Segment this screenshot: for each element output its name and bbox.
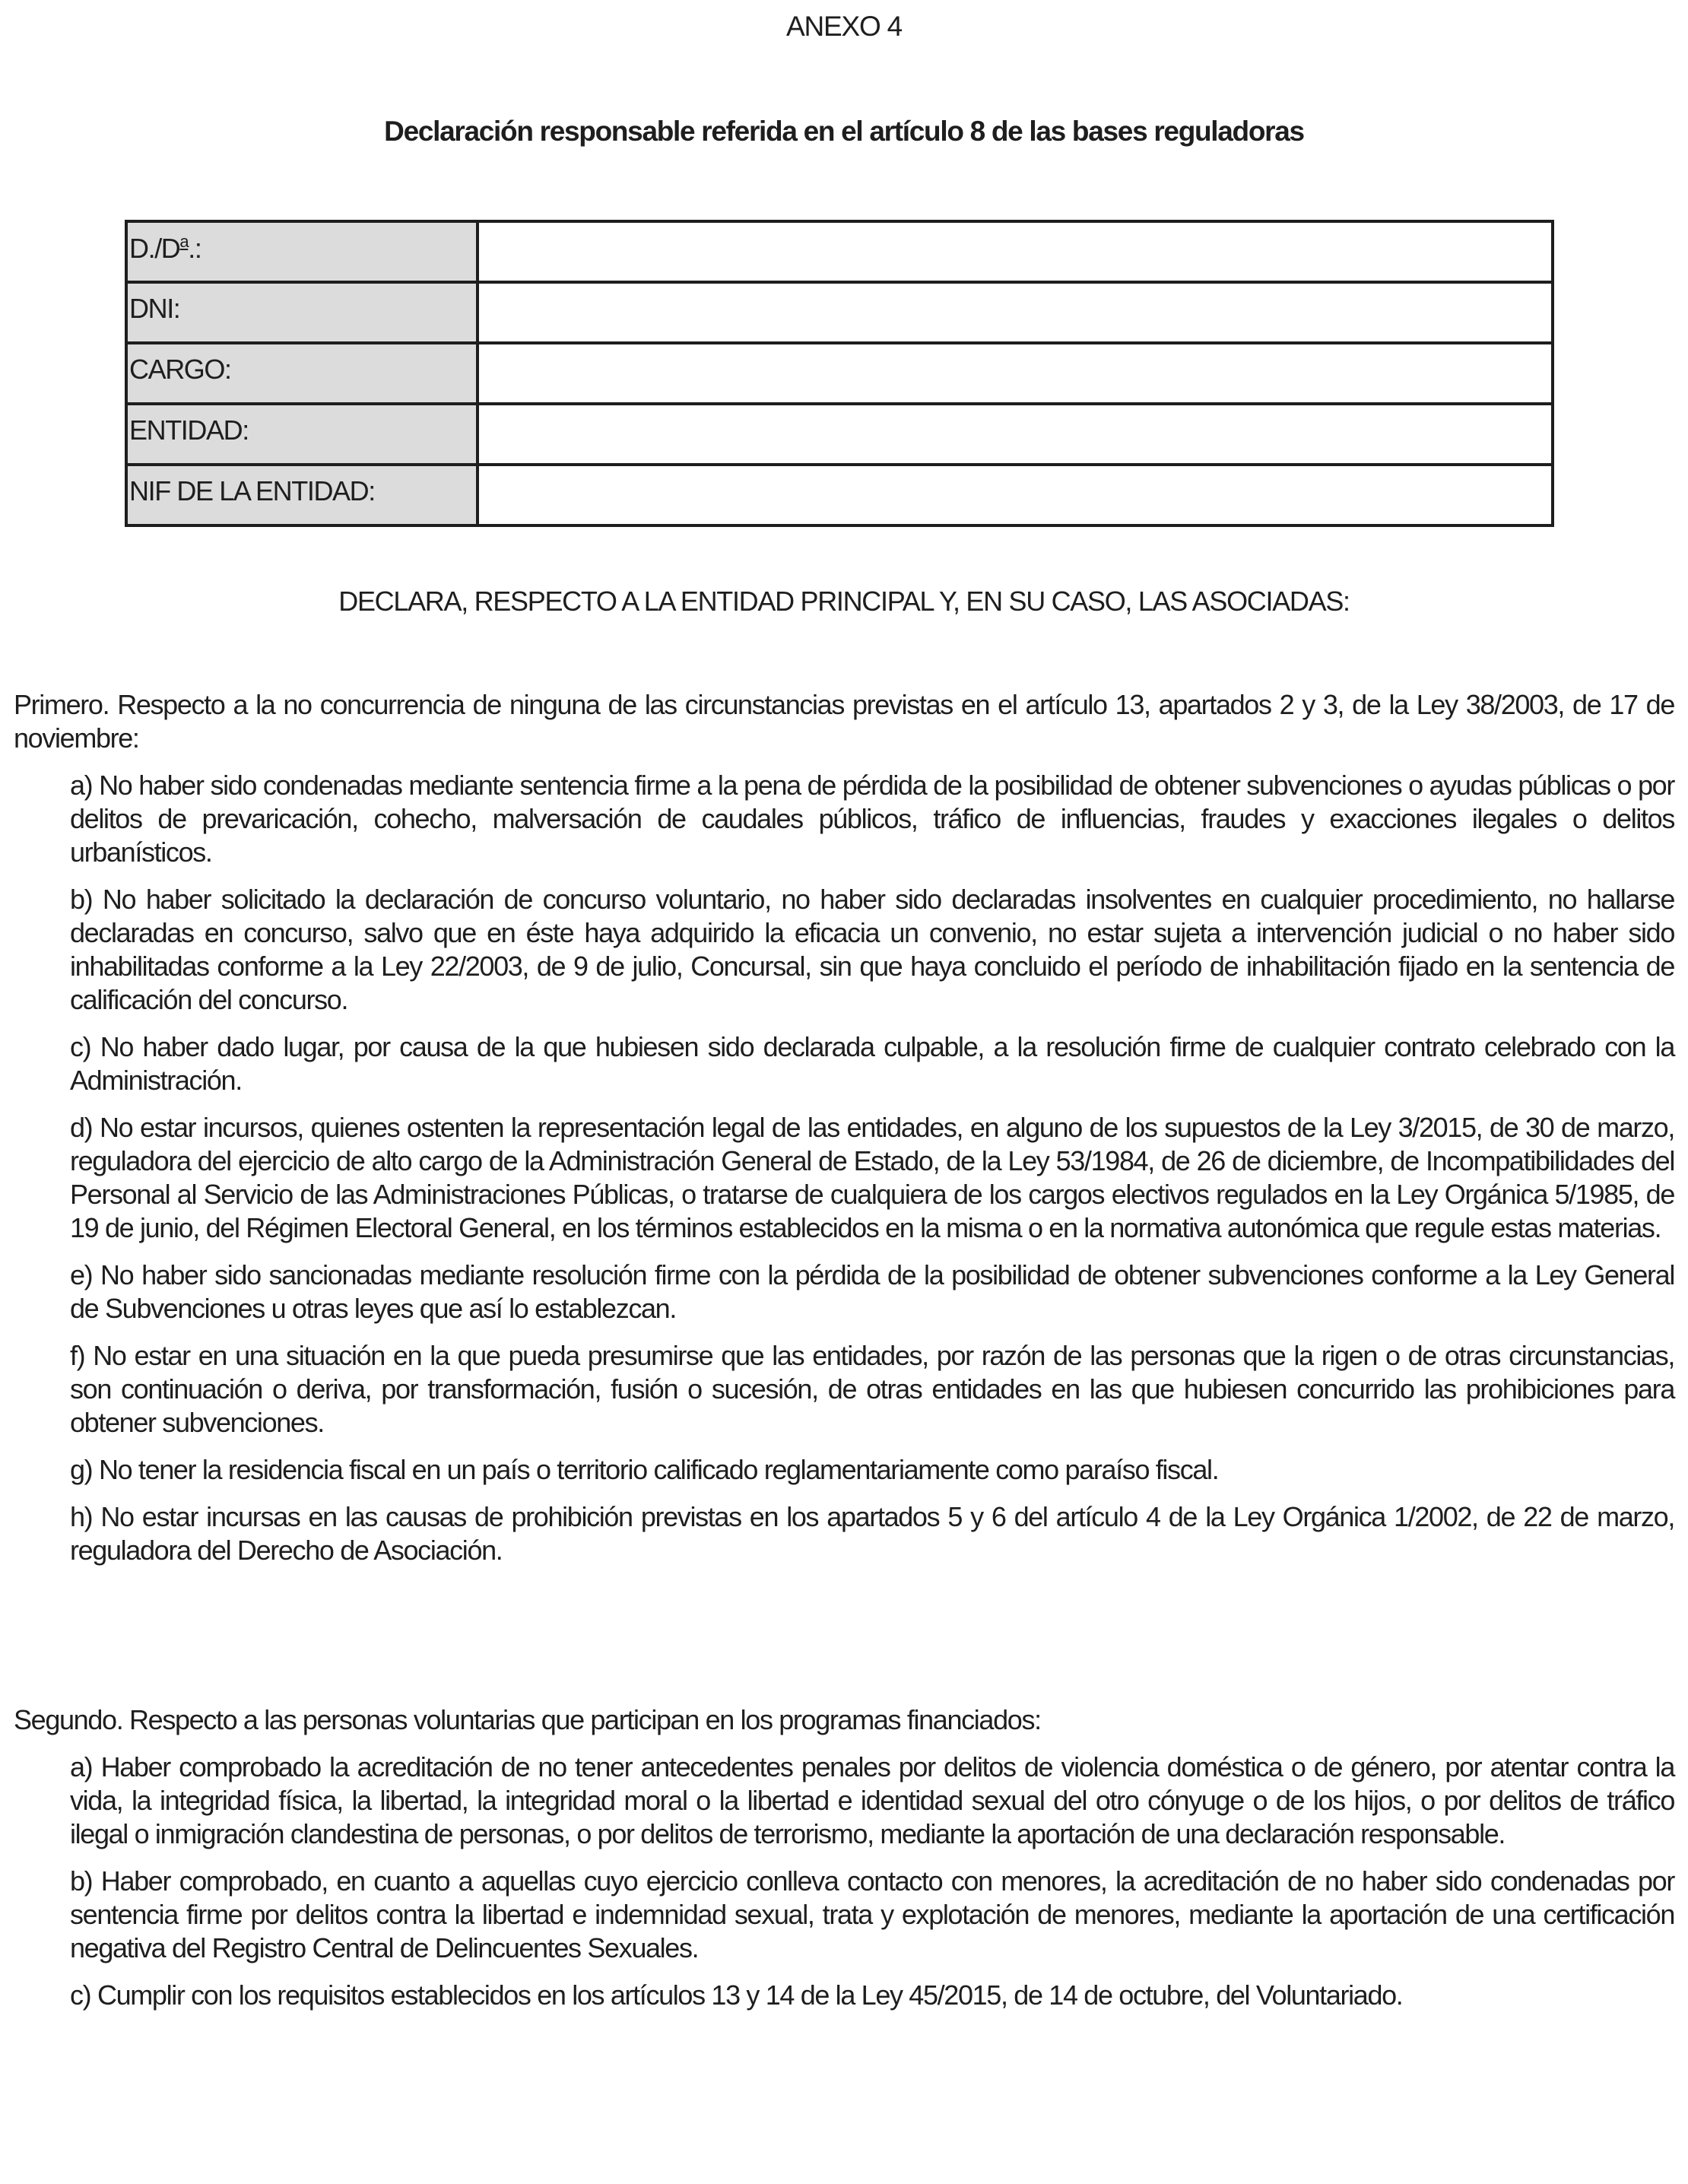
- entidad-label: ENTIDAD:: [126, 404, 478, 465]
- list-item: a) Haber comprobado la acreditación de no tener antecedentes penales por delitos de violencia doméstica o de género, por atentar contra la vida, la integridad física, la libertad, la integridad moral o la libertad e identidad sexual del otro cónyuge o de los hijos, o por delitos de tráfico ilegal o inmigración clandestina de personas, o por delitos de terrorismo, mediante la aportación de una declaración responsable.: [70, 1751, 1674, 1849]
- name-field[interactable]: [478, 221, 1553, 282]
- section-segundo-intro: Segundo. Respecto a las personas voluntarias que participan en los programas financiados:: [14, 1704, 1041, 1735]
- form-row-name: [126, 221, 1553, 282]
- cargo-label: CARGO:: [126, 343, 478, 404]
- form-row-cargo: [126, 343, 1553, 404]
- list-item: d) No estar incursos, quienes ostenten la representación legal de las entidades, en alguno de los supuestos de la Ley 3/2015, de 30 de marzo, reguladora del ejercicio de alto cargo de la Administración General de Estado, de la Ley 53/1984, de 26 de diciembre, de Incompatibilidades del Personal al Servicio de las Administraciones Públicas, o tratarse de cualquiera de los cargos electivos regulados en la Ley Orgánica 5/1985, de 19 de junio, del Régimen Electoral General, en los términos establecidos en la misma o en la normativa autonómica que regule estas materias.: [70, 1112, 1674, 1243]
- list-item: b) Haber comprobado, en cuanto a aquellas cuyo ejercicio conlleva contacto con menores, la acreditación de no haber sido condenadas por sentencia firme por delitos contra la libertad e indemnidad sexual, trata y explotación de menores, mediante la aportación de una certificación negativa del Registro Central de Delincuentes Sexuales.: [70, 1865, 1674, 1963]
- list-item: a) No haber sido condenadas mediante sentencia firme a la pena de pérdida de la posibilidad de obtener subvenciones o ayudas públicas o por delitos de prevaricación, cohecho, malversación de caudales públicos, tráfico de influencias, fraudes y exacciones ilegales o delitos urbanísticos.: [70, 770, 1674, 868]
- list-item: f) No estar en una situación en la que pueda presumirse que las entidades, por razón de las personas que la rigen o de otras circunstancias, son continuación o deriva, por transformación, fusión o sucesión, de otras entidades en las que hubiesen concurrido las prohibiciones para obtener subvenciones.: [70, 1340, 1674, 1438]
- list-item: h) No estar incursas en las causas de prohibición previstas en los apartados 5 y 6 del artículo 4 de la Ley Orgánica 1/2002, de 22 de marzo, reguladora del Derecho de Asociación.: [70, 1501, 1674, 1566]
- nif-field[interactable]: [478, 465, 1553, 525]
- dni-field[interactable]: [478, 282, 1553, 343]
- list-item: e) No haber sido sancionadas mediante resolución firme con la pérdida de la posibilidad de obtener subvenciones conforme a la Ley General de Subvenciones u otras leyes que así lo establezcan.: [70, 1259, 1674, 1324]
- section-primero-intro: Primero. Respecto a la no concurrencia de ninguna de las circunstancias previstas en el artículo 13, apartados 2 y 3, de la Ley 38/2003, de 17 de noviembre:: [14, 689, 1674, 754]
- annex-title: ANEXO 4: [786, 11, 902, 42]
- section-segundo-list: [14, 1751, 1674, 2012]
- list-item: c) No haber dado lugar, por causa de la que hubiesen sido declarada culpable, a la resolución firme de cualquier contrato celebrado con la Administración.: [70, 1031, 1674, 1096]
- form-row-entidad: [126, 404, 1553, 465]
- entidad-field[interactable]: [478, 404, 1553, 465]
- declaration-heading: DECLARA, RESPECTO A LA ENTIDAD PRINCIPAL Y, EN SU CASO, LAS ASOCIADAS:: [338, 586, 1350, 617]
- form-row-dni: [126, 282, 1553, 343]
- section-segundo: [14, 1703, 1674, 2012]
- section-primero: [14, 688, 1674, 1567]
- cargo-field[interactable]: [478, 343, 1553, 404]
- list-item: b) No haber solicitado la declaración de concurso voluntario, no haber sido declaradas insolventes en cualquier procedimiento, no hallarse declaradas en concurso, salvo que en éste haya adquirido la eficacia un convenio, no estar sujeta a intervención judicial o no haber sido inhabilitadas conforme a la Ley 22/2003, de 9 de julio, Concursal, sin que haya concluido el período de inhabilitación fijado en la sentencia de calificación del concurso.: [70, 884, 1674, 1015]
- document-heading: Declaración responsable referida en el artículo 8 de las bases reguladoras: [384, 116, 1304, 147]
- name-label: $D./D^a$.:: [126, 221, 478, 282]
- identification-form: [125, 220, 1554, 527]
- list-item: g) No tener la residencia fiscal en un país o territorio calificado reglamentariamente como paraíso fiscal.: [70, 1454, 1219, 1485]
- section-primero-list: [14, 769, 1674, 1567]
- nif-label: NIF DE LA ENTIDAD:: [126, 465, 478, 525]
- form-row-nif: [126, 465, 1553, 525]
- dni-label: DNI:: [126, 282, 478, 343]
- list-item: c) Cumplir con los requisitos establecidos en los artículos 13 y 14 de la Ley 45/2015, de 14 de octubre, del Voluntariado.: [70, 1979, 1403, 2011]
